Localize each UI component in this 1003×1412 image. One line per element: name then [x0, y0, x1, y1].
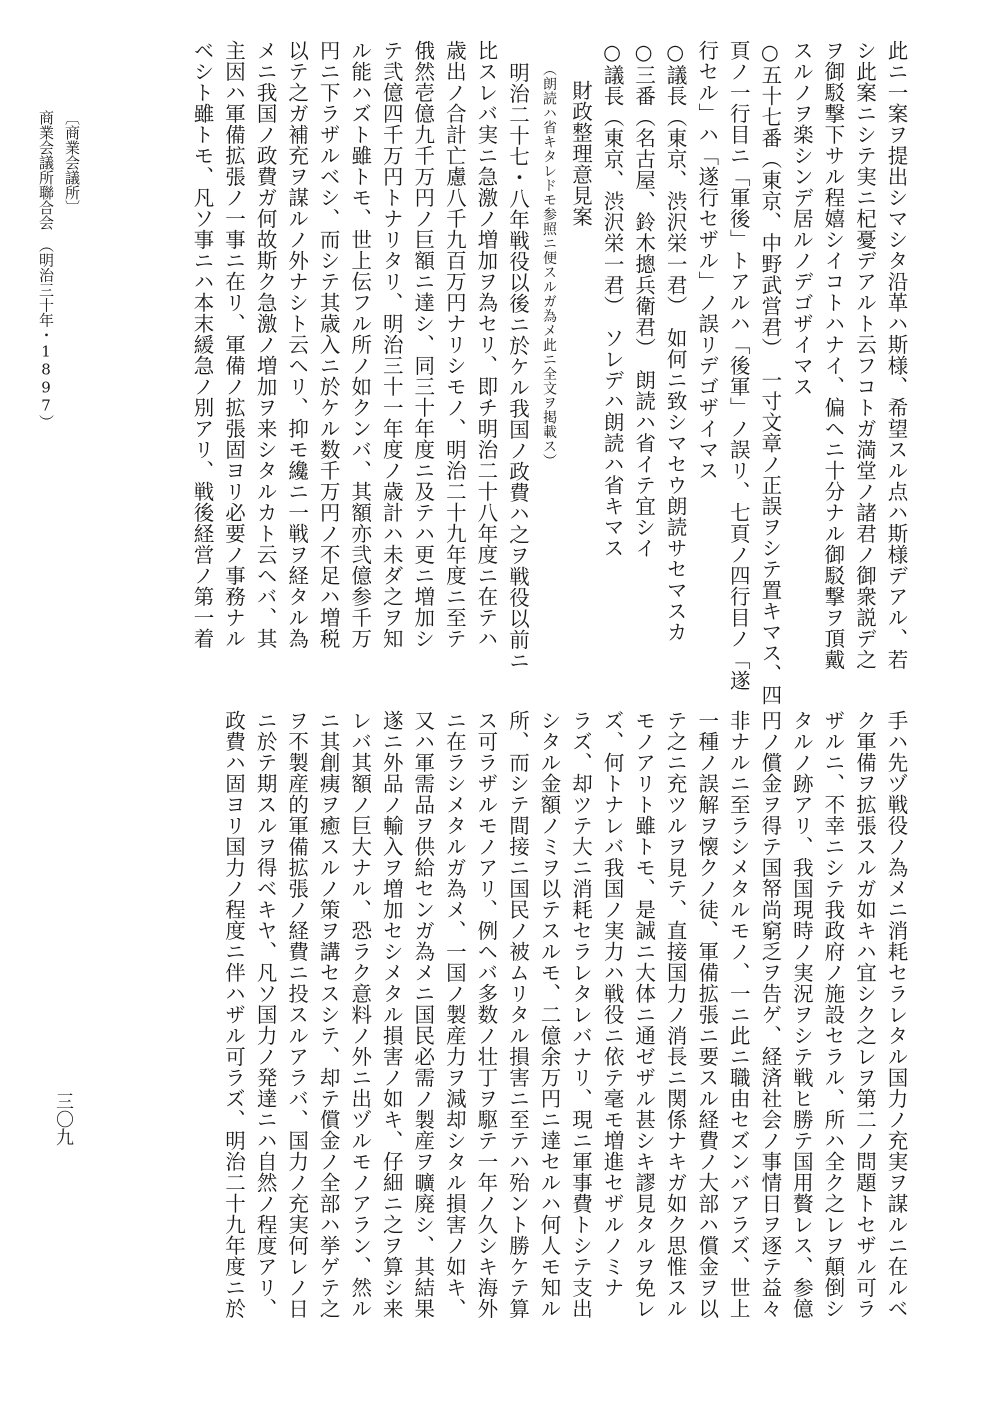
text-column: ク軍備ヲ拡張スルガ如キハ宜シク之レヲ第二ノ問題トセザル可ラ [852, 710, 877, 1319]
text-column: ザルニ、不幸ニシテ我政府ノ施設セラル、所ハ全ク之レヲ顛倒シ [820, 710, 845, 1319]
text-column: 円ニ下ラザルベシ、而シテ其歳入ニ於ケル数千万円ノ不足ハ増税 [316, 40, 341, 649]
text-column: ヲ御駁撃下サル程嬉シイコトハナイ、偏ヘニ十分ナル御駁撃ヲ頂戴 [820, 40, 845, 670]
text-column: タルノ跡アリ、我国現時ノ実況ヲシテ戦ヒ勝テ国用贅レス、参億 [789, 710, 814, 1319]
text-column: 此ニ一案ヲ提出シマシタ沿革ハ斯様、希望スル点ハ斯様デアル、若 [884, 40, 908, 670]
text-column: ベシト雖トモ、凡ソ事ニハ本末緩急ノ別アリ、戦後経営ノ第一着 [189, 40, 214, 649]
text-column: シ此案ニシテ実ニ杞憂デアルト云フコトガ満堂ノ諸君ノ御衆説デ之 [852, 40, 877, 670]
text-column: 頁ノ一行目ニ「軍後」トアルハ「後軍」ノ誤リ、七頁ノ四行目ノ「遂 [726, 40, 751, 691]
text-column: ラズ、却ツテ大ニ消耗セラレタレバナリ、現ニ軍事費トシテ支出 [568, 710, 593, 1319]
text-column: テ之ニ充ツルヲ見テ、直接国力ノ消長ニ関係ナキガ如ク思惟スル [663, 710, 688, 1319]
text-column: 行セル」ハ「遂行セザル」ノ誤リデゴザイマス [694, 40, 719, 481]
text-column: 歳出ノ合計亡慮八千九百万円ナリシモノ、明治二十九年度ニ至テ [442, 40, 467, 649]
text-column: 以テ之ガ補充ヲ謀ルノ外ナシト云ヘリ、抑モ纔ニ一戦ヲ経タル為 [284, 40, 309, 649]
speaker-column: ○議長（東京、渋沢栄一君） ソレデハ朗読ハ省キマス [600, 40, 625, 559]
text-column: シタル金額ノミヲ以テスルモ、二億余万円ニ達セルハ何人モ知ル [536, 710, 561, 1319]
text-column: モノアリト雖トモ、是誠ニ大体ニ通ゼザル甚シキ謬見タルヲ免レ [631, 710, 656, 1319]
text-column: ル能ハズト雖トモ、世上伝フル所ノ如クンバ、其額亦弐億参千万 [347, 40, 372, 649]
text-column: 明治二十七・八年戦役以後ニ於ケル我国ノ政費ハ之ヲ戦役以前ニ [505, 62, 530, 671]
text-column: ニ其創痍ヲ癒スルノ策ヲ講セスシテ、却テ償金ノ全部ハ挙ゲテ之 [316, 710, 341, 1319]
lower-text-block [93, 710, 908, 1319]
text-column: 円ノ償金ヲ得テ国帑尚窮乏ヲ告ゲ、経済社会ノ事情日ヲ逐テ益々 [757, 710, 782, 1319]
text-column: 一種ノ誤解ヲ懐クノ徒、軍備拡張ニ要スル経費ノ大部ハ償金ヲ以 [694, 710, 719, 1319]
text-column: 非ナルニ至ラシメタルモノ、一ニ此ニ職由セズンバアラズ、世上 [726, 710, 751, 1319]
running-header-title: 商業会議所聯合会 （明治三十年・1897） [37, 110, 55, 430]
heading-note: （朗読ハ省キタレドモ参照ニ便スルガ為メ此ニ全文ヲ掲載ス） [540, 62, 557, 468]
text-column: 又ハ軍需品ヲ供給センガ為メニ国民必需ノ製産ヲ曠廃シ、其結果 [410, 710, 435, 1319]
page-number: 三〇九 [53, 1092, 74, 1146]
text-column: 政費ハ固ヨリ国力ノ程度ニ伴ハザル可ラズ、明治二十九年度ニ於 [221, 710, 246, 1319]
text-column: ニ在ラシメタルガ為メ、一国ノ製産力ヲ減却シタル損害ノ如キ、 [442, 710, 467, 1319]
speaker-column: ○五十七番（東京、中野武営君） 一寸文章ノ正誤ヲシテ置キマス、四 [757, 40, 782, 706]
text-column: 主因ハ軍備拡張ノ一事ニ在リ、軍備ノ拡張固ヨリ必要ノ事務ナル [221, 40, 246, 649]
upper-text-block [93, 40, 908, 706]
text-column: 比スレバ実ニ急激ノ増加ヲ為セリ、即チ明治二十八年度ニ在テハ [473, 40, 498, 649]
text-column: テ弐億四千万円トナリタリ、明治三十一年度ノ歳計ハ未ダ之ヲ知 [379, 40, 404, 649]
text-column: ヲ不製産的軍備拡張ノ経費ニ投スルアラバ、国力ノ充実何レノ日 [284, 710, 309, 1319]
text-column: ニ於テ期スルヲ得ベキヤ、凡ソ国力ノ発達ニハ自然ノ程度アリ、 [253, 710, 278, 1319]
text-column: レバ其額ノ巨大ナル、恐ラク意料ノ外ニ出ヅルモノアラン、然ル [347, 710, 372, 1319]
section-heading: 財政整理意見案 [568, 80, 593, 227]
text-column: ス可ラザルモノアリ、例ヘバ多数ノ壮丁ヲ駆テ一年ノ久シキ海外 [473, 710, 498, 1319]
text-column: スルノヲ楽シンデ居ルノデゴザイマス [789, 40, 814, 397]
text-column: メニ我国ノ政費ガ何故斯ク急激ノ増加ヲ来シタルカト云ヘバ、其 [253, 40, 278, 649]
text-column: 遂ニ外品ノ輸入ヲ増加セシメタル損害ノ如キ、仔細ニ之ヲ算シ来 [379, 710, 404, 1319]
text-column: ズ、何トナレバ我国ノ実力ハ戦役ニ依テ毫モ増進セザルノミナ [600, 710, 625, 1298]
running-header-section: 〔商業会議所〕 [63, 110, 81, 215]
text-column: 俄然壱億九千万円ノ巨額ニ達シ、同三十年度ニ及テハ更ニ増加シ [410, 40, 435, 649]
speaker-column: ○議長（東京、渋沢栄一君） 如何ニ致シマセウ朗読サセマスカ [663, 40, 688, 643]
text-column: 所、而シテ間接ニ国民ノ被ムリタル損害ニ至テハ殆ント勝ケテ算 [505, 710, 530, 1319]
text-column: 手ハ先ヅ戦役ノ為メニ消耗セラレタル国力ノ充実ヲ謀ルニ在ルベ [884, 710, 908, 1319]
speaker-column: ○三番（名古屋、鈴木摠兵衛君） 朗読ハ省イテ宜シイ [631, 40, 656, 559]
